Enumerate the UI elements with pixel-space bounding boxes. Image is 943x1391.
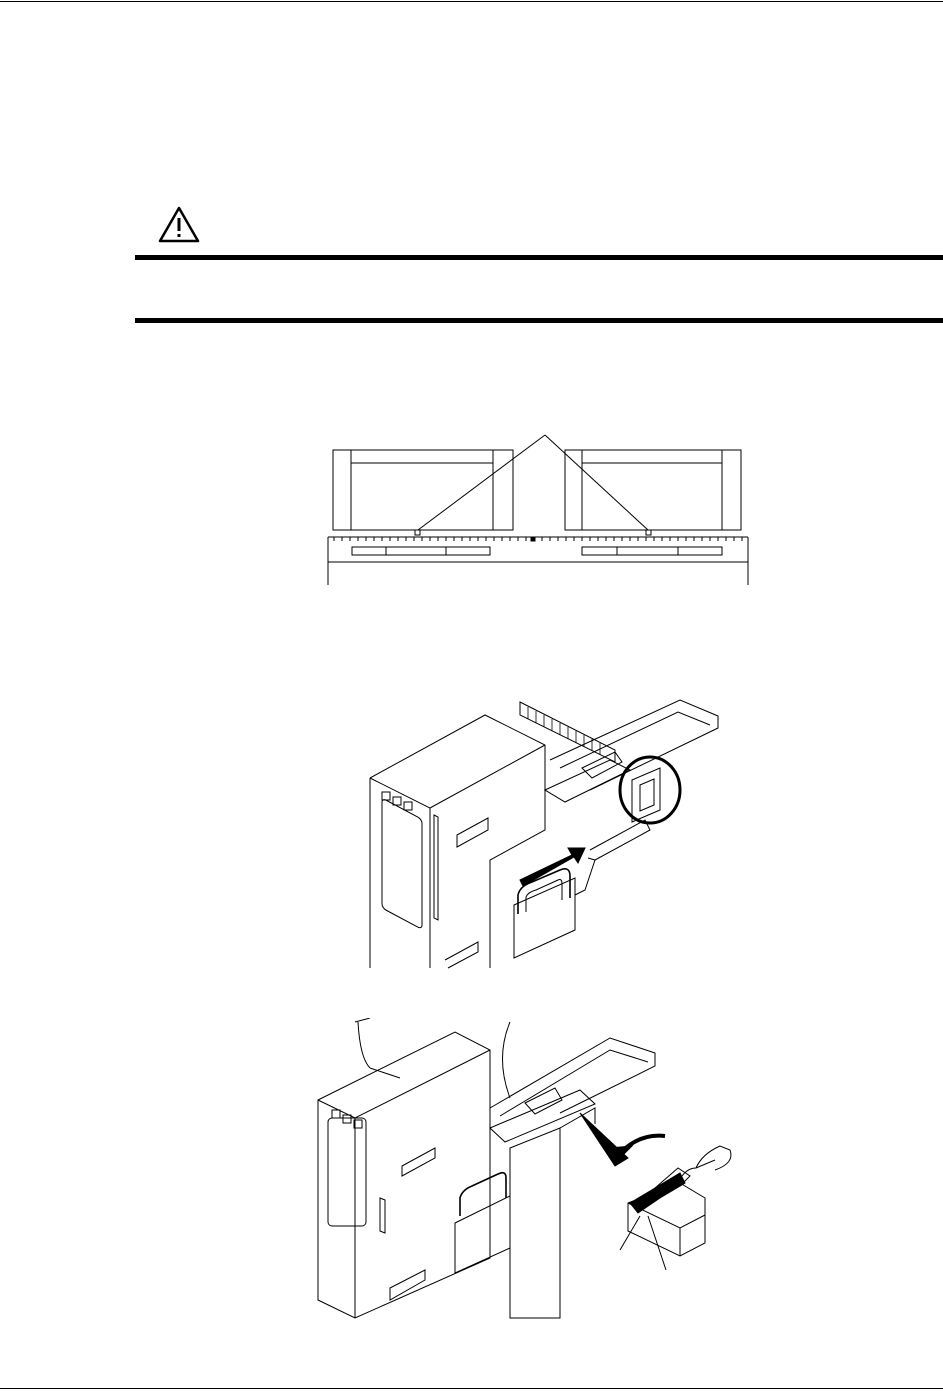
cabinet-handle-top bbox=[457, 818, 488, 847]
highlight-circle bbox=[620, 757, 680, 823]
left-tray-mark bbox=[415, 530, 420, 535]
tray-alignment-figure bbox=[320, 430, 760, 590]
cabinet-button-1 bbox=[332, 1110, 340, 1118]
cabinet-handle-top bbox=[402, 1148, 435, 1176]
tray-insertion-figure bbox=[360, 690, 725, 970]
leader-right bbox=[545, 435, 648, 530]
lower-tray bbox=[514, 878, 575, 958]
cabinet-button-2 bbox=[343, 1115, 351, 1123]
cabinet-button-3 bbox=[404, 802, 412, 810]
cabinet-window bbox=[382, 798, 422, 929]
tray-clamp bbox=[525, 1088, 562, 1114]
header-rule bbox=[0, 1, 943, 2]
rail-ticks bbox=[334, 537, 742, 541]
cabinet-window bbox=[328, 1118, 366, 1226]
right-tray-mark bbox=[646, 530, 651, 535]
callout-wedge bbox=[580, 1113, 628, 1166]
lever-grip bbox=[630, 1173, 685, 1213]
cabinet-button-1 bbox=[382, 792, 390, 800]
footer-rule bbox=[0, 1388, 943, 1389]
rear-comb bbox=[520, 702, 615, 762]
leader-left bbox=[418, 435, 545, 530]
cabinet-button-2 bbox=[393, 797, 401, 805]
caution-top-rule bbox=[135, 255, 943, 260]
left-tray bbox=[333, 450, 513, 530]
caution-bottom-rule bbox=[135, 318, 943, 323]
lever-operation-figure bbox=[310, 1018, 750, 1320]
right-tray bbox=[565, 450, 741, 530]
warning-triangle-icon bbox=[157, 205, 201, 245]
tray-arm bbox=[490, 1038, 655, 1113]
